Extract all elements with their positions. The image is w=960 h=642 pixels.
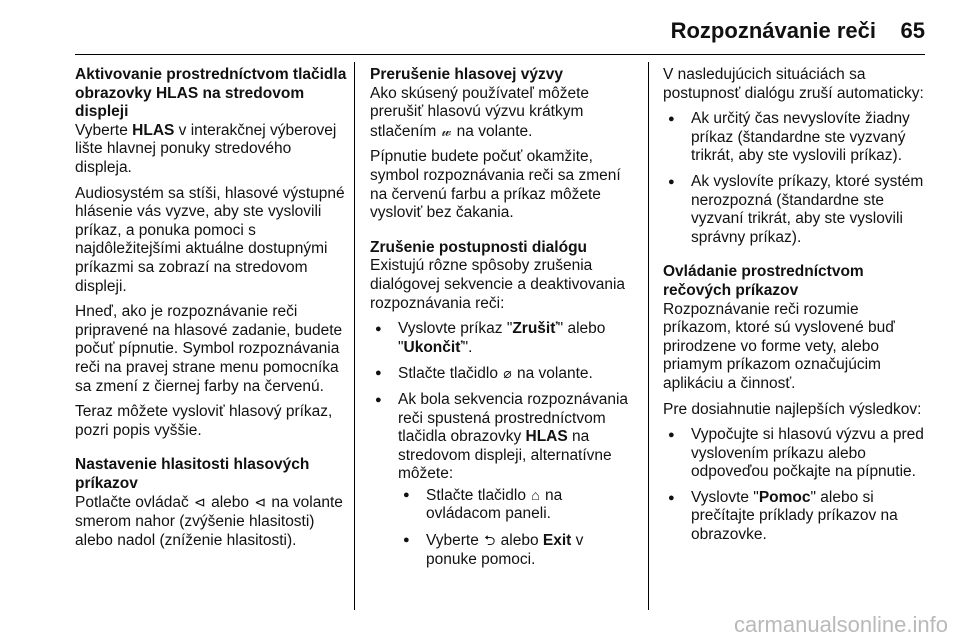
text: " alebo " — [398, 320, 606, 356]
list-item — [398, 486, 638, 524]
paragraph: Hneď, ako je rozpoznávanie reči pripravené na hlasové zadanie, budete počuť pípnutie. Symbol rozpoznávania reči na pravej strane menu pomocníka sa zmení z čiernej farby na červenú. — [75, 303, 343, 395]
text: ". — [462, 338, 473, 356]
list-item: ● Ak vyslovíte príkazy, ktoré systém nerozpozná (štandardne ste vyzvaní trikrát, aby ste vyslovili správny príkaz). — [663, 173, 928, 247]
watermark: carmanualsonline.info — [733, 612, 948, 637]
section-heading: Ovládanie prostredníctvom rečových príkazov — [663, 263, 864, 299]
text: Vyberte — [75, 121, 133, 139]
text: na volante smerom nahor (zvýšenie hlasitosti) alebo nadol (zníženie hlasitosti). — [75, 494, 343, 549]
text: na volante. — [452, 122, 533, 140]
section-heading: Zrušenie postupnosti dialógu — [370, 238, 587, 256]
hlas-label: HLAS — [525, 428, 568, 446]
text: Potlačte ovládač — [75, 494, 194, 512]
list-item — [370, 320, 638, 357]
list-item: ● Vypočujte si hlasovú výzvu a pred vyslovením príkazu alebo odpoveďou počkajte na pípnutie. — [663, 426, 928, 482]
back-icon: ⮌ — [484, 532, 496, 549]
column-divider-2 — [648, 62, 649, 610]
section-heading: Aktivovanie prostredníctvom tlačidla obrazovky HLAS na stredovom displeji — [75, 66, 347, 121]
text: Stlačte tlačidlo — [398, 365, 503, 383]
list-item — [398, 531, 638, 569]
page-header — [0, 0, 960, 50]
text: alebo — [496, 532, 543, 550]
paragraph — [75, 493, 347, 550]
paragraph: Rozpoznávanie reči rozumie príkazom, ktoré sú vyslovené buď prirodzene vo forme vety, alebo priamym príkazom označujúcim aplikáciu a činnosť. — [663, 300, 895, 392]
text: Ak bola sekvencia rozpoznávania reči spustená prostredníctvom tlačidla obrazovky — [398, 390, 629, 446]
command-label: Zrušiť — [512, 320, 558, 338]
list-item — [370, 364, 638, 384]
section-heading: Prerušenie hlasovej výzvy — [370, 66, 564, 83]
text: v ponuke pomoci. — [426, 532, 584, 568]
sub-list — [398, 486, 638, 569]
paragraph: Pre dosiahnutie najlepších výsledkov: — [663, 400, 922, 418]
bullet-list — [663, 426, 928, 545]
text: " alebo si prečítajte príklady príkazov na obrazovke. — [691, 488, 898, 544]
text: Ako skúsený používateľ môžete prerušiť hlasovú výzvu krátkym stlačením — [370, 84, 590, 140]
page-title: Rozpoznávanie reči — [670, 18, 876, 43]
paragraph: Audiosystém sa stíši, hlasové výstupné hlásenie vás vyzve, aby ste vyslovili príkaz, a ponuka pomoci s najdôležitejšími aktuálne dostupnými príkazmi sa zobrazí na stredovom displeji. — [75, 184, 345, 295]
text: na volante. — [512, 365, 593, 383]
paragraph: Pípnutie budete počuť okamžite, symbol rozpoznávania reči sa zmení na červenú farbu a príkaz môžete vysloviť bez čakania. — [370, 148, 621, 222]
exit-label: Exit — [542, 532, 572, 550]
list-item — [663, 489, 928, 545]
text: Vyslovte " — [691, 488, 759, 506]
bullet-list — [370, 320, 638, 569]
text: na stredovom displeji, alternatívne môžete: — [398, 428, 612, 483]
command-label: Ukončiť — [403, 338, 463, 356]
paragraph: Existujú rôzne spôsoby zrušenia dialógovej sekvencie a deaktivovania rozpoznávania reči: — [370, 257, 626, 312]
text: na ovládacom paneli. — [426, 486, 563, 523]
text: Vyslovte príkaz " — [398, 320, 513, 338]
paragraph — [370, 85, 638, 142]
column-divider-1 — [354, 62, 355, 610]
column-2 — [370, 66, 638, 576]
list-item: ● Ak určitý čas nevyslovíte žiadny príkaz (štandardne ste vyzvaný trikrát, aby ste vyslovili príkaz). — [663, 110, 928, 166]
paragraph — [75, 122, 347, 178]
header-rule — [75, 54, 925, 55]
column-1 — [75, 66, 347, 557]
column-3 — [663, 66, 928, 552]
voice-icon: 𝓌 — [441, 122, 452, 139]
end-call-icon: ⌀ — [503, 365, 512, 382]
list-item — [370, 391, 638, 569]
volume-down-icon: ⊲ — [254, 494, 267, 511]
paragraph: V nasledujúcich situáciách sa postupnosť dialógu zruší automaticky: — [663, 66, 924, 102]
hlas-label: HLAS — [132, 121, 175, 139]
home-icon: ⌂ — [531, 486, 540, 503]
text: Stlačte tlačidlo — [426, 486, 531, 504]
text: Vyberte — [426, 532, 484, 550]
text: v interakčnej výberovej lište hlavnej ponuky stredového displeja. — [75, 121, 337, 176]
text: alebo — [206, 494, 254, 512]
paragraph: Teraz môžete vysloviť hlasový príkaz, pozri popis vyššie. — [75, 403, 333, 439]
page-number: 65 — [900, 18, 925, 43]
volume-up-icon: ⊲ — [194, 494, 206, 511]
section-heading: Nastavenie hlasitosti hlasových príkazov — [75, 456, 310, 492]
bullet-list — [663, 110, 928, 247]
command-label: Pomoc — [758, 488, 811, 506]
